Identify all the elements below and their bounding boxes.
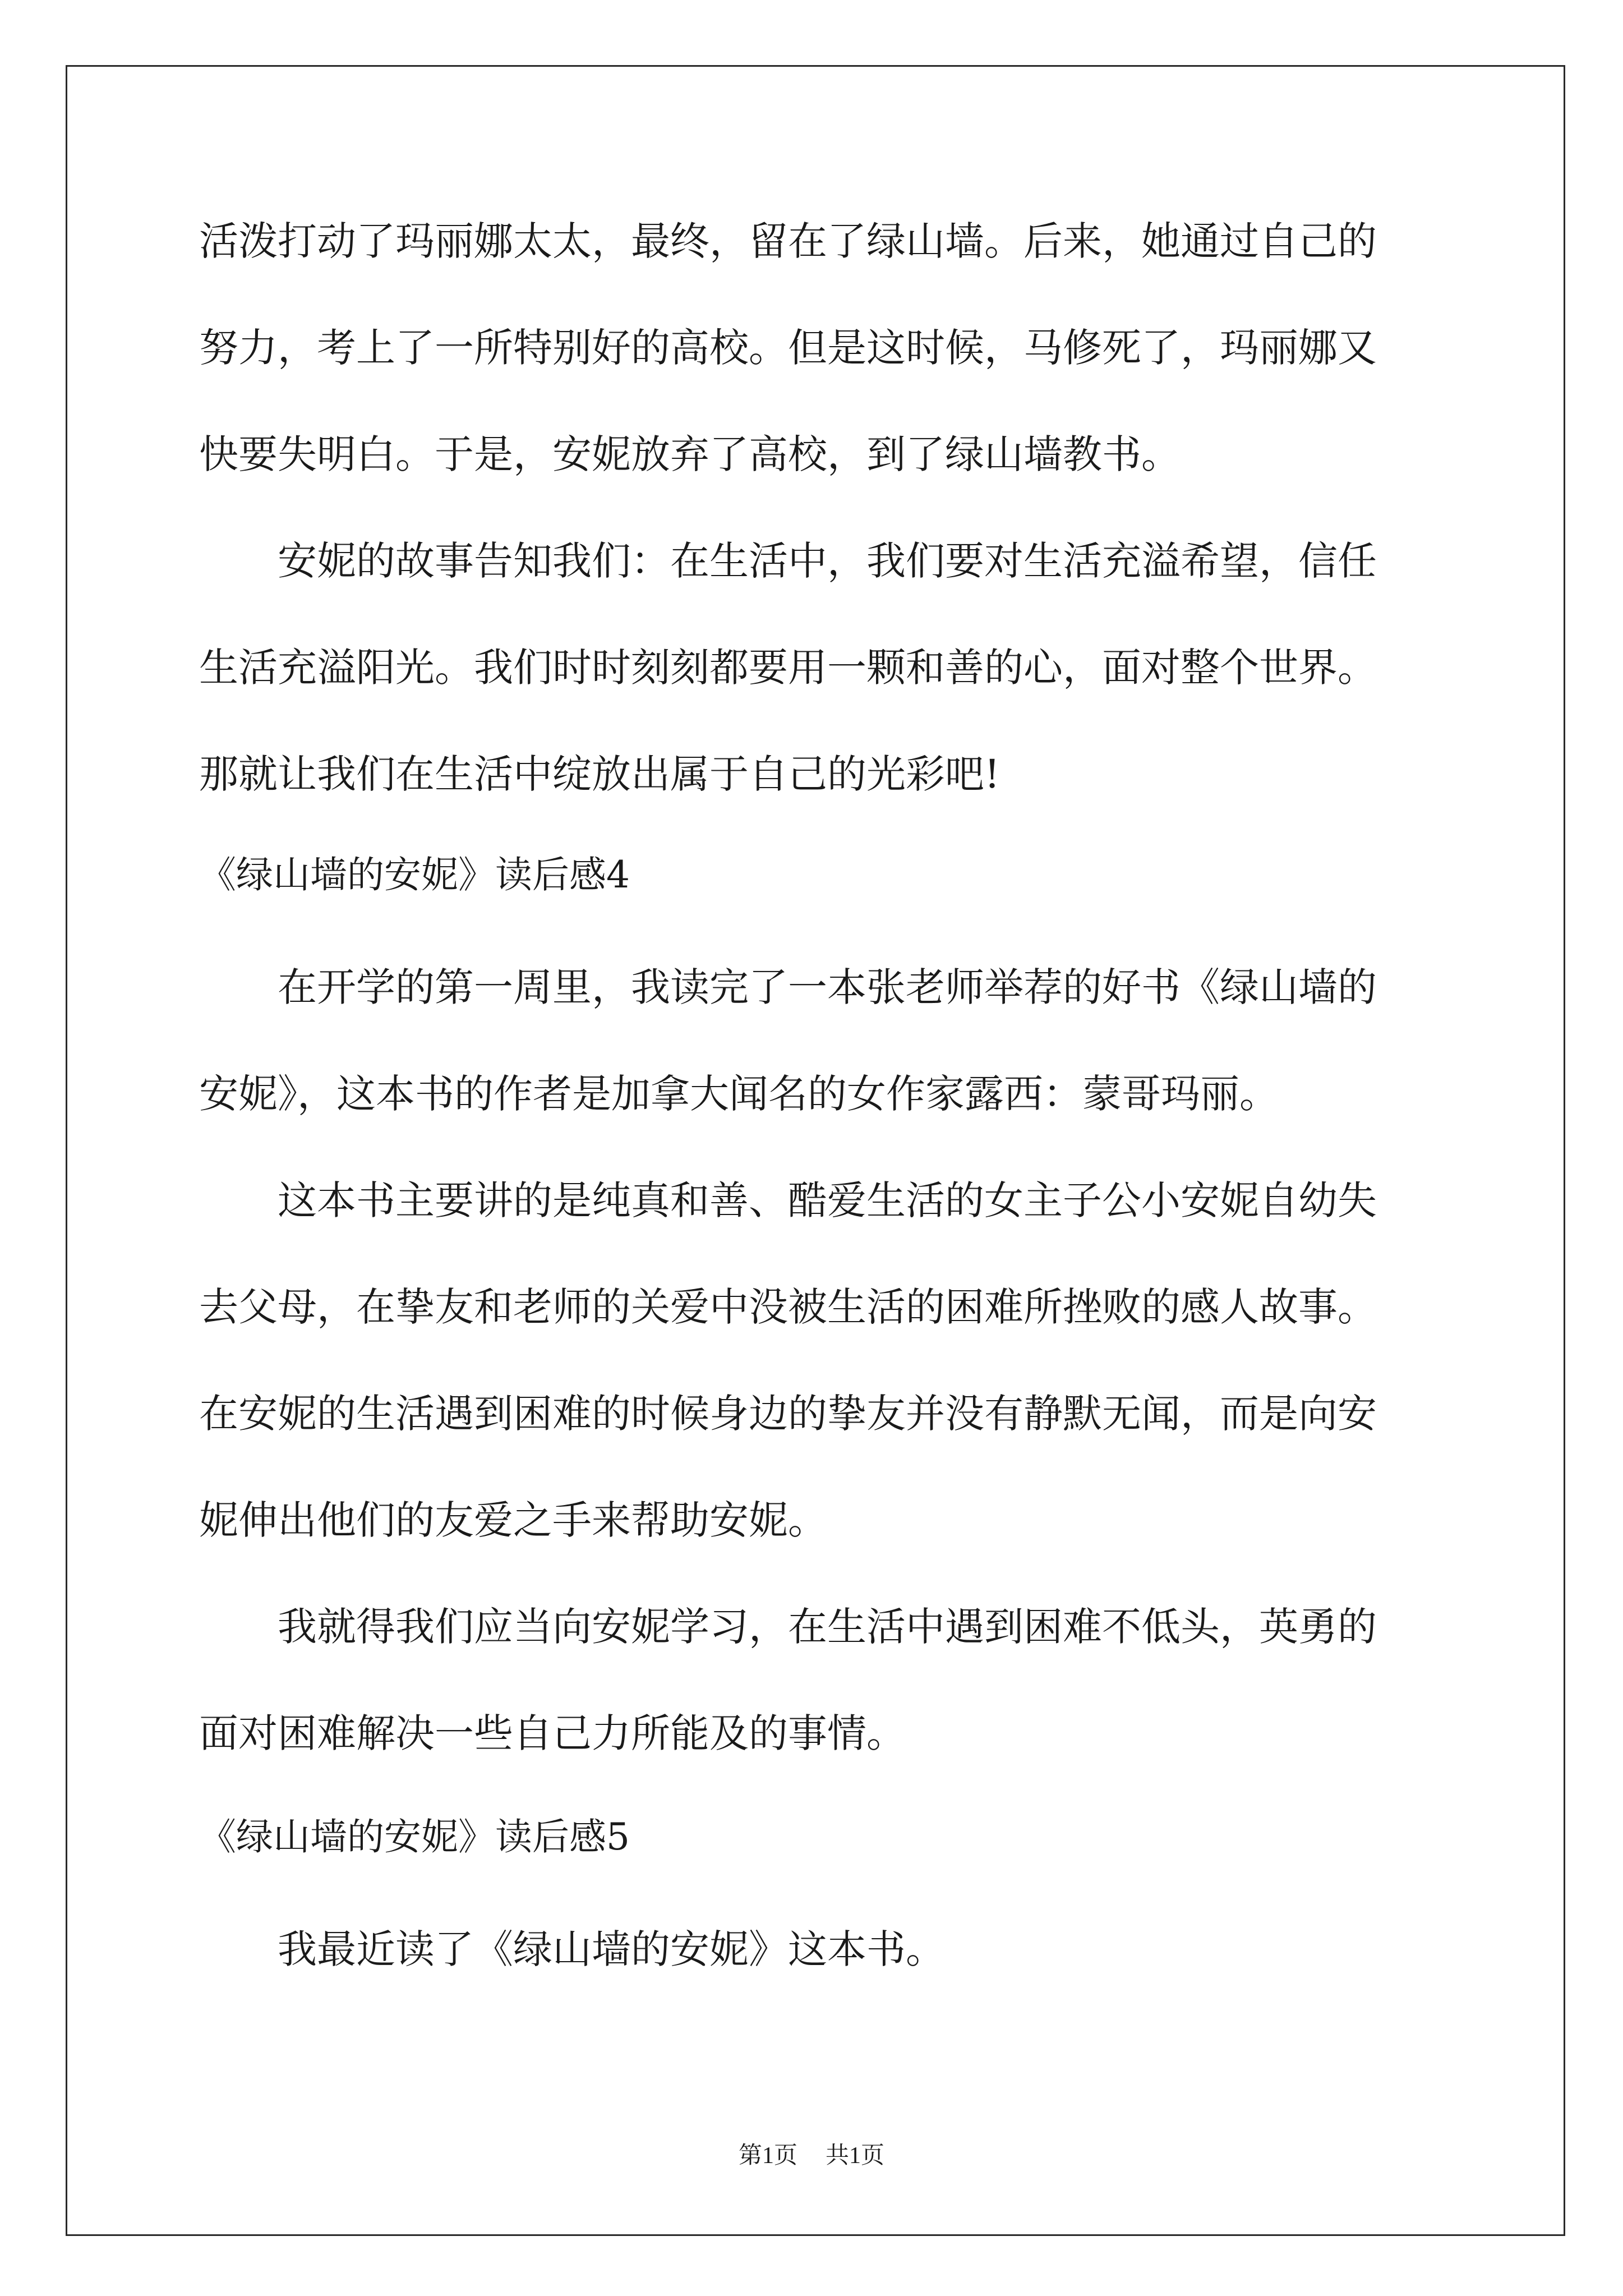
section-heading: 《绿山墙的安妮》读后感4 (199, 853, 630, 896)
paragraph-line: 安妮的故事告知我们：在生活中，我们要对生活充溢希望，信任 (199, 538, 1377, 584)
page-number-current: 第1页 (738, 2143, 797, 2169)
paragraph-line: 面对困难解决一些自己力所能及的事情。 (199, 1710, 906, 1756)
paragraph-line: 我最近读了《绿山墙的安妮》这本书。 (199, 1926, 945, 1972)
paragraph-line: 去父母，在挚友和老师的关爱中没被生活的困难所挫败的感人故事。 (199, 1284, 1377, 1330)
paragraph-line: 安妮》，这本书的作者是加拿大闻名的女作家露西：蒙哥玛丽。 (199, 1071, 1279, 1117)
paragraph-line: 妮伸出他们的友爱之手来帮助安妮。 (199, 1497, 827, 1543)
page-number-total: 共1页 (826, 2143, 885, 2169)
paragraph-line: 这本书主要讲的是纯真和善、酷爱生活的女主子公小安妮自幼失 (199, 1177, 1377, 1223)
paragraph-line: 在安妮的生活遇到困难的时候身边的挚友并没有静默无闻，而是向安 (199, 1391, 1377, 1437)
page-footer (0, 2140, 1623, 2171)
section-heading: 《绿山墙的安妮》读后感5 (199, 1815, 630, 1858)
page-border (66, 65, 1565, 2236)
paragraph-line: 生活充溢阳光。我们时时刻刻都要用一颗和善的心，面对整个世界。 (199, 645, 1377, 691)
paragraph-line: 在开学的第一周里，我读完了一本张老师举荐的好书《绿山墙的 (199, 964, 1377, 1010)
paragraph-line: 活泼打动了玛丽娜太太，最终，留在了绿山墙。后来，她通过自己的 (199, 218, 1377, 264)
paragraph-line: 努力，考上了一所特别好的高校。但是这时候，马修死了，玛丽娜又 (199, 325, 1377, 371)
paragraph-line: 快要失明白。于是，安妮放弃了高校，到了绿山墙教书。 (199, 431, 1181, 477)
paragraph-line: 我就得我们应当向安妮学习，在生活中遇到困难不低头，英勇的 (199, 1604, 1377, 1650)
paragraph-line: 那就让我们在生活中绽放出属于自己的光彩吧! (199, 751, 1000, 797)
